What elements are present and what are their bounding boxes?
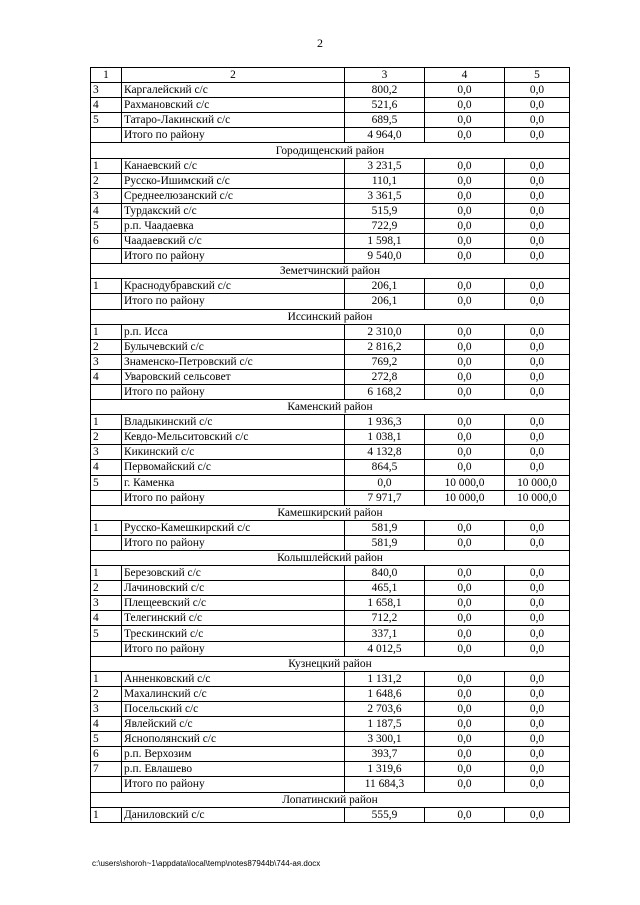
row-name-cell: Итого по району [122, 777, 345, 792]
row-name-cell: Итого по району [122, 128, 345, 143]
row-value-col5: 0,0 [505, 218, 570, 233]
row-name-cell: р.п. Чаадаевка [122, 218, 345, 233]
table-row [91, 732, 570, 747]
row-value-col3: 0,0 [345, 475, 425, 490]
row-name-cell: Булычевский с/с [122, 339, 345, 354]
row-number-cell: 1 [91, 807, 122, 822]
row-value-col3: 1 648,6 [345, 686, 425, 701]
row-value-col4: 10 000,0 [425, 490, 505, 505]
district-header-row [91, 551, 570, 566]
table-row [91, 611, 570, 626]
district-header-row [91, 656, 570, 671]
row-value-col3: 337,1 [345, 626, 425, 641]
row-value-col3: 581,9 [345, 535, 425, 550]
row-value-col4: 0,0 [425, 686, 505, 701]
row-value-col3: 521,6 [345, 98, 425, 113]
row-value-col4: 0,0 [425, 762, 505, 777]
row-value-col5: 0,0 [505, 98, 570, 113]
row-number-cell: 3 [91, 596, 122, 611]
row-name-cell: Канаевский с/с [122, 158, 345, 173]
row-value-col5: 0,0 [505, 596, 570, 611]
footer-file-path: c:\users\shoroh~1\appdata\local\temp\notes87944b\744-ая.docx [92, 859, 321, 868]
row-name-cell: Трескинский с/с [122, 626, 345, 641]
row-number-cell: 1 [91, 415, 122, 430]
row-number-cell: 5 [91, 626, 122, 641]
row-value-col4: 0,0 [425, 113, 505, 128]
row-value-col4: 0,0 [425, 611, 505, 626]
row-value-col3: 722,9 [345, 218, 425, 233]
table-row [91, 626, 570, 641]
row-value-col5: 0,0 [505, 460, 570, 475]
table-row [91, 581, 570, 596]
row-value-col4: 0,0 [425, 158, 505, 173]
row-name-cell: Русско-Ишимский с/с [122, 173, 345, 188]
row-value-col4: 0,0 [425, 294, 505, 309]
table-body [91, 68, 570, 823]
row-name-cell: р.п. Евлашево [122, 762, 345, 777]
row-value-col5: 0,0 [505, 686, 570, 701]
row-value-col4: 0,0 [425, 445, 505, 460]
row-value-col3: 4 132,8 [345, 445, 425, 460]
row-value-col4: 0,0 [425, 98, 505, 113]
row-value-col3: 110,1 [345, 173, 425, 188]
row-value-col4: 0,0 [425, 717, 505, 732]
table-row [91, 83, 570, 98]
row-name-cell: Уваровский сельсовет [122, 369, 345, 384]
row-value-col3: 2 310,0 [345, 324, 425, 339]
row-value-col5: 0,0 [505, 128, 570, 143]
row-name-cell: Турдакский с/с [122, 203, 345, 218]
row-number-cell: 2 [91, 686, 122, 701]
row-name-cell: Телегинский с/с [122, 611, 345, 626]
table-row [91, 671, 570, 686]
row-number-cell: 6 [91, 747, 122, 762]
district-header-row [91, 143, 570, 158]
row-value-col4: 0,0 [425, 415, 505, 430]
page-number: 2 [317, 36, 323, 50]
row-value-col3: 689,5 [345, 113, 425, 128]
table-row [91, 415, 570, 430]
table-row [91, 520, 570, 535]
row-value-col3: 9 540,0 [345, 249, 425, 264]
district-title: Камешкирский район [91, 505, 570, 520]
district-title: Иссинский район [91, 309, 570, 324]
row-value-col5: 0,0 [505, 671, 570, 686]
row-number-cell: 1 [91, 279, 122, 294]
row-name-cell: Посельский с/с [122, 701, 345, 716]
district-title: Земетчинский район [91, 264, 570, 279]
row-value-col3: 1 131,2 [345, 671, 425, 686]
row-value-col4: 0,0 [425, 641, 505, 656]
row-name-cell: р.п. Верхозим [122, 747, 345, 762]
header-col-1: 1 [91, 68, 122, 83]
row-number-cell: 2 [91, 430, 122, 445]
row-value-col5: 0,0 [505, 294, 570, 309]
row-name-cell: Татаро-Лакинский с/с [122, 113, 345, 128]
row-value-col3: 465,1 [345, 581, 425, 596]
row-name-cell: Даниловский с/с [122, 807, 345, 822]
table-row [91, 460, 570, 475]
table-row [91, 701, 570, 716]
row-value-col3: 800,2 [345, 83, 425, 98]
district-title: Лопатинский район [91, 792, 570, 807]
row-value-col4: 0,0 [425, 234, 505, 249]
table-row [91, 203, 570, 218]
row-value-col3: 4 012,5 [345, 641, 425, 656]
row-value-col5: 0,0 [505, 535, 570, 550]
row-number-cell: 4 [91, 203, 122, 218]
row-name-cell: р.п. Исса [122, 324, 345, 339]
row-name-cell: Знаменско-Петровский с/с [122, 354, 345, 369]
row-number-cell: 4 [91, 98, 122, 113]
row-number-cell: 3 [91, 701, 122, 716]
row-value-col5: 0,0 [505, 158, 570, 173]
row-number-cell: 7 [91, 762, 122, 777]
district-total-row [91, 490, 570, 505]
row-number-cell: 2 [91, 339, 122, 354]
row-value-col5: 0,0 [505, 384, 570, 399]
row-value-col3: 3 300,1 [345, 732, 425, 747]
district-title: Каменский район [91, 400, 570, 415]
row-number-cell: 1 [91, 324, 122, 339]
row-name-cell: Березовский с/с [122, 566, 345, 581]
district-total-row [91, 249, 570, 264]
row-number-cell: 6 [91, 234, 122, 249]
row-name-cell: Чаадаевский с/с [122, 234, 345, 249]
row-value-col5: 0,0 [505, 430, 570, 445]
district-header-row [91, 792, 570, 807]
row-value-col4: 0,0 [425, 671, 505, 686]
table-row [91, 98, 570, 113]
row-name-cell: Кевдо-Мельситовский с/с [122, 430, 345, 445]
table-header-row [91, 68, 570, 83]
row-value-col4: 0,0 [425, 596, 505, 611]
row-name-cell: Яснополянский с/с [122, 732, 345, 747]
row-number-cell [91, 128, 122, 143]
row-name-cell: Кикинский с/с [122, 445, 345, 460]
table-row [91, 339, 570, 354]
budget-table [90, 67, 570, 823]
table-row [91, 113, 570, 128]
row-number-cell [91, 777, 122, 792]
row-name-cell: Каргалейский с/с [122, 83, 345, 98]
district-title: Колышлейский район [91, 551, 570, 566]
row-number-cell: 2 [91, 581, 122, 596]
row-value-col5: 0,0 [505, 747, 570, 762]
district-header-row [91, 264, 570, 279]
row-value-col5: 0,0 [505, 234, 570, 249]
row-value-col5: 0,0 [505, 203, 570, 218]
row-value-col5: 0,0 [505, 188, 570, 203]
row-value-col4: 0,0 [425, 384, 505, 399]
row-name-cell: Итого по району [122, 641, 345, 656]
row-number-cell: 4 [91, 460, 122, 475]
row-value-col3: 1 598,1 [345, 234, 425, 249]
row-value-col5: 0,0 [505, 324, 570, 339]
row-value-col5: 10 000,0 [505, 475, 570, 490]
district-title: Городищенский район [91, 143, 570, 158]
row-value-col3: 272,8 [345, 369, 425, 384]
row-name-cell: Владыкинский с/с [122, 415, 345, 430]
table-row [91, 354, 570, 369]
row-value-col3: 11 684,3 [345, 777, 425, 792]
row-number-cell [91, 294, 122, 309]
row-value-col4: 0,0 [425, 188, 505, 203]
row-value-col3: 840,0 [345, 566, 425, 581]
table-row [91, 596, 570, 611]
row-value-col5: 0,0 [505, 249, 570, 264]
row-value-col5: 0,0 [505, 701, 570, 716]
row-number-cell [91, 641, 122, 656]
row-value-col5: 0,0 [505, 354, 570, 369]
row-value-col5: 0,0 [505, 339, 570, 354]
row-name-cell: г. Каменка [122, 475, 345, 490]
row-value-col4: 0,0 [425, 777, 505, 792]
row-value-col3: 7 971,7 [345, 490, 425, 505]
row-number-cell: 3 [91, 354, 122, 369]
row-value-col3: 769,2 [345, 354, 425, 369]
row-value-col4: 0,0 [425, 203, 505, 218]
row-number-cell: 4 [91, 611, 122, 626]
row-value-col4: 0,0 [425, 701, 505, 716]
header-col-2: 2 [122, 68, 345, 83]
row-name-cell: Лачиновский с/с [122, 581, 345, 596]
row-value-col3: 393,7 [345, 747, 425, 762]
row-value-col3: 581,9 [345, 520, 425, 535]
row-value-col3: 2 816,2 [345, 339, 425, 354]
district-header-row [91, 505, 570, 520]
district-total-row [91, 294, 570, 309]
row-value-col5: 0,0 [505, 445, 570, 460]
row-value-col4: 0,0 [425, 218, 505, 233]
row-number-cell: 1 [91, 671, 122, 686]
table-row [91, 686, 570, 701]
row-number-cell: 3 [91, 445, 122, 460]
row-value-col4: 0,0 [425, 581, 505, 596]
row-value-col3: 3 231,5 [345, 158, 425, 173]
row-number-cell: 1 [91, 566, 122, 581]
row-value-col5: 0,0 [505, 581, 570, 596]
row-value-col3: 206,1 [345, 279, 425, 294]
row-name-cell: Русско-Камешкирский с/с [122, 520, 345, 535]
row-value-col3: 515,9 [345, 203, 425, 218]
row-value-col4: 0,0 [425, 626, 505, 641]
row-value-col5: 0,0 [505, 520, 570, 535]
district-title: Кузнецкий район [91, 656, 570, 671]
row-value-col4: 10 000,0 [425, 475, 505, 490]
district-total-row [91, 641, 570, 656]
district-total-row [91, 128, 570, 143]
table-row [91, 369, 570, 384]
row-value-col3: 712,2 [345, 611, 425, 626]
row-name-cell: Итого по району [122, 384, 345, 399]
row-value-col5: 0,0 [505, 777, 570, 792]
district-header-row [91, 400, 570, 415]
row-number-cell: 5 [91, 218, 122, 233]
row-value-col3: 6 168,2 [345, 384, 425, 399]
table-row [91, 475, 570, 490]
row-value-col3: 1 319,6 [345, 762, 425, 777]
row-value-col5: 0,0 [505, 611, 570, 626]
row-number-cell: 5 [91, 732, 122, 747]
table-row [91, 747, 570, 762]
row-number-cell: 4 [91, 369, 122, 384]
row-name-cell: Среднеелюзанский с/с [122, 188, 345, 203]
row-value-col5: 0,0 [505, 807, 570, 822]
row-value-col5: 0,0 [505, 762, 570, 777]
row-value-col4: 0,0 [425, 279, 505, 294]
row-number-cell [91, 249, 122, 264]
row-name-cell: Итого по району [122, 535, 345, 550]
row-value-col3: 4 964,0 [345, 128, 425, 143]
row-value-col5: 0,0 [505, 626, 570, 641]
row-value-col4: 0,0 [425, 430, 505, 445]
table-row [91, 762, 570, 777]
row-number-cell: 2 [91, 173, 122, 188]
row-number-cell [91, 384, 122, 399]
row-value-col3: 555,9 [345, 807, 425, 822]
row-value-col3: 1 936,3 [345, 415, 425, 430]
row-value-col4: 0,0 [425, 173, 505, 188]
row-value-col4: 0,0 [425, 732, 505, 747]
row-value-col5: 0,0 [505, 717, 570, 732]
row-value-col3: 206,1 [345, 294, 425, 309]
district-header-row [91, 309, 570, 324]
row-value-col5: 0,0 [505, 113, 570, 128]
header-col-3: 3 [345, 68, 425, 83]
table-row [91, 173, 570, 188]
table-row [91, 566, 570, 581]
row-value-col4: 0,0 [425, 520, 505, 535]
row-value-col5: 0,0 [505, 566, 570, 581]
table-row [91, 807, 570, 822]
row-value-col5: 0,0 [505, 279, 570, 294]
row-name-cell: Анненковский с/с [122, 671, 345, 686]
table-row [91, 324, 570, 339]
row-number-cell: 1 [91, 158, 122, 173]
header-col-5: 5 [505, 68, 570, 83]
row-number-cell: 3 [91, 83, 122, 98]
district-total-row [91, 777, 570, 792]
row-value-col4: 0,0 [425, 566, 505, 581]
row-value-col5: 0,0 [505, 83, 570, 98]
row-value-col4: 0,0 [425, 535, 505, 550]
row-name-cell: Итого по району [122, 294, 345, 309]
row-value-col4: 0,0 [425, 354, 505, 369]
row-value-col3: 1 187,5 [345, 717, 425, 732]
table-row [91, 430, 570, 445]
row-value-col3: 3 361,5 [345, 188, 425, 203]
row-value-col4: 0,0 [425, 324, 505, 339]
header-col-4: 4 [425, 68, 505, 83]
row-value-col5: 0,0 [505, 641, 570, 656]
table-row [91, 188, 570, 203]
row-number-cell: 5 [91, 113, 122, 128]
table-row [91, 445, 570, 460]
row-name-cell: Итого по району [122, 490, 345, 505]
row-number-cell: 3 [91, 188, 122, 203]
table-row [91, 717, 570, 732]
row-number-cell: 4 [91, 717, 122, 732]
row-number-cell [91, 535, 122, 550]
table-row [91, 158, 570, 173]
row-name-cell: Рахмановский с/с [122, 98, 345, 113]
row-number-cell [91, 490, 122, 505]
row-name-cell: Плещеевский с/с [122, 596, 345, 611]
row-value-col4: 0,0 [425, 339, 505, 354]
row-value-col4: 0,0 [425, 369, 505, 384]
row-value-col3: 864,5 [345, 460, 425, 475]
row-value-col4: 0,0 [425, 460, 505, 475]
row-number-cell: 5 [91, 475, 122, 490]
row-value-col4: 0,0 [425, 747, 505, 762]
row-value-col5: 10 000,0 [505, 490, 570, 505]
row-value-col3: 2 703,6 [345, 701, 425, 716]
table-row [91, 234, 570, 249]
row-value-col5: 0,0 [505, 173, 570, 188]
row-name-cell: Махалинский с/с [122, 686, 345, 701]
row-value-col4: 0,0 [425, 249, 505, 264]
row-value-col5: 0,0 [505, 732, 570, 747]
row-value-col4: 0,0 [425, 128, 505, 143]
row-value-col4: 0,0 [425, 83, 505, 98]
table-row [91, 218, 570, 233]
row-value-col4: 0,0 [425, 807, 505, 822]
row-name-cell: Итого по району [122, 249, 345, 264]
row-name-cell: Краснодубравский с/с [122, 279, 345, 294]
row-value-col5: 0,0 [505, 369, 570, 384]
district-total-row [91, 384, 570, 399]
row-name-cell: Первомайский с/с [122, 460, 345, 475]
row-value-col3: 1 658,1 [345, 596, 425, 611]
table-row [91, 279, 570, 294]
row-name-cell: Явлейский с/с [122, 717, 345, 732]
row-number-cell: 1 [91, 520, 122, 535]
row-value-col5: 0,0 [505, 415, 570, 430]
district-total-row [91, 535, 570, 550]
row-value-col3: 1 038,1 [345, 430, 425, 445]
